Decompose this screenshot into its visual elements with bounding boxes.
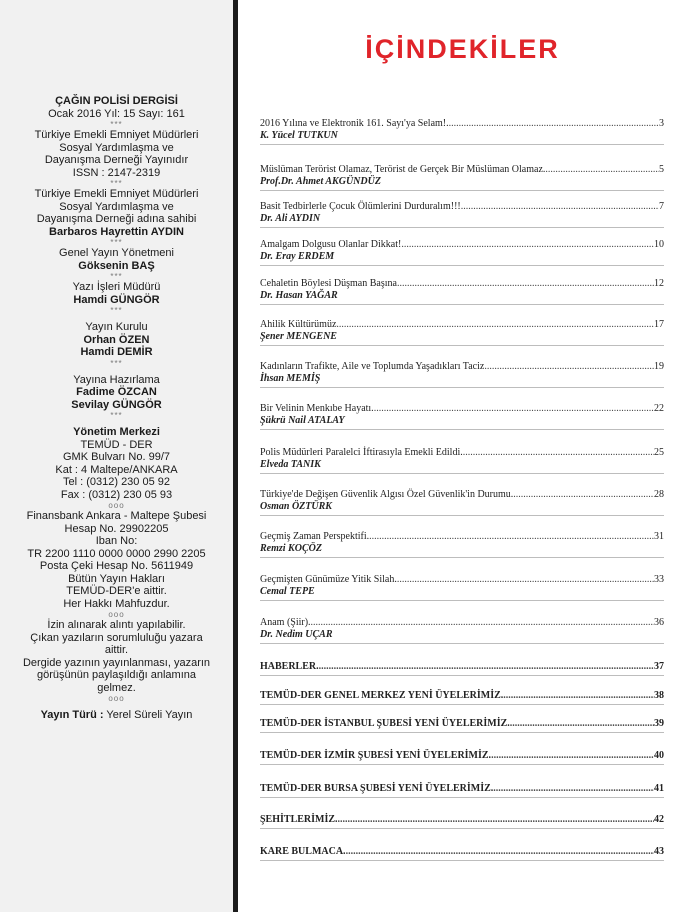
toc-entry-page: 3 bbox=[659, 118, 664, 129]
toc-entry-row bbox=[260, 783, 664, 794]
entry-rule bbox=[260, 387, 664, 388]
dot-leader bbox=[463, 447, 654, 458]
entry-rule bbox=[260, 345, 664, 346]
toc-entry-row bbox=[260, 118, 664, 129]
dot-leader bbox=[397, 574, 654, 585]
publisher-line: Sosyal Yardımlaşma ve bbox=[59, 141, 174, 154]
issue-info: Ocak 2016 Yıl: 15 Sayı: 161 bbox=[48, 107, 185, 120]
toc-entry-page: 10 bbox=[654, 239, 664, 250]
toc-entry-page: 37 bbox=[654, 661, 664, 672]
toc-entry-page: 39 bbox=[654, 718, 664, 729]
toc-entry[interactable] bbox=[260, 239, 664, 266]
dot-leader bbox=[545, 164, 659, 175]
toc-entry-title: Polis Müdürleri Paralelci İftirasıyla Emekli Edildi. bbox=[260, 447, 463, 458]
entry-rule bbox=[260, 828, 664, 829]
iban: TR 2200 1110 0000 0000 2990 2205 bbox=[27, 547, 206, 560]
separator: *** bbox=[110, 411, 123, 420]
dot-leader bbox=[493, 783, 654, 794]
toc-entry-row bbox=[260, 617, 664, 628]
toc-entry[interactable] bbox=[260, 489, 664, 516]
rights-line: Her Hakkı Mahfuzdur. bbox=[63, 597, 170, 610]
toc-entry-title: TEMÜD-DER GENEL MERKEZ YENİ ÜYELERİMİZ. bbox=[260, 690, 504, 701]
entry-rule bbox=[260, 557, 664, 558]
toc-entry-row bbox=[260, 201, 664, 212]
note-line: aittir. bbox=[104, 644, 129, 656]
toc-entry[interactable] bbox=[260, 846, 664, 861]
bank-line: Finansbank Ankara - Maltepe Şubesi bbox=[26, 510, 207, 522]
toc-entry-page: 17 bbox=[654, 319, 664, 330]
note-line: görüşünün paylaşıldığı anlamına bbox=[37, 669, 196, 681]
dot-leader bbox=[484, 361, 654, 372]
toc-entry[interactable] bbox=[260, 690, 664, 705]
board-member: Orhan ÖZEN bbox=[83, 333, 150, 346]
dot-leader bbox=[503, 690, 654, 701]
toc-entry-page: 28 bbox=[654, 489, 664, 500]
toc-entry-row bbox=[260, 718, 664, 729]
toc-entry-author: Dr. Ali AYDIN bbox=[260, 213, 321, 224]
dot-leader bbox=[311, 617, 654, 628]
toc-entry-title: ŞEHİTLERİMİZ. bbox=[260, 814, 338, 825]
owner-intro: Dayanışma Derneği adına sahibi bbox=[36, 213, 197, 225]
dot-leader bbox=[369, 531, 654, 542]
toc-entry-title: Müslüman Terörist Olamaz, Terörist de Gerçek Bir Müslüman Olamaz. bbox=[260, 164, 546, 175]
prep-name: Fadime ÖZCAN bbox=[76, 386, 157, 398]
dot-leader bbox=[374, 403, 654, 414]
dot-leader bbox=[346, 846, 654, 857]
publisher-line: Türkiye Emekli Emniyet Müdürleri bbox=[34, 129, 199, 141]
separator: *** bbox=[110, 272, 123, 281]
rights-line: Bütün Yayın Hakları bbox=[68, 572, 165, 585]
dot-leader bbox=[319, 661, 654, 672]
entry-rule bbox=[260, 190, 664, 191]
editor-label: Yazı İşleri Müdürü bbox=[72, 281, 161, 293]
rights-line: TEMÜD-DER'e aittir. bbox=[66, 585, 167, 597]
entry-rule bbox=[260, 797, 664, 798]
toc-entry[interactable] bbox=[260, 661, 664, 676]
separator: *** bbox=[110, 306, 123, 315]
publication-type bbox=[0, 709, 233, 722]
separator: *** bbox=[110, 120, 123, 129]
toc-entry-title: TEMÜD-DER İZMİR ŞUBESİ YENİ ÜYELERİMİZ. bbox=[260, 750, 492, 761]
toc-entry-page: 31 bbox=[654, 531, 664, 542]
separator: ooo bbox=[108, 610, 125, 619]
toc-entry-page: 36 bbox=[654, 617, 664, 628]
toc-entry-author: Remzi KOÇÖZ bbox=[260, 543, 322, 554]
toc-entry-title: Basit Tedbirlerle Çocuk Ölümlerini Durduralım!!! bbox=[260, 201, 461, 212]
toc-entry[interactable] bbox=[260, 574, 664, 601]
toc-entry-page: 40 bbox=[654, 750, 664, 761]
owner-intro: Türkiye Emekli Emniyet Müdürleri bbox=[34, 188, 199, 200]
toc-entry-row bbox=[260, 489, 664, 500]
toc-entry-title: Cehaletin Böylesi Düşman Başına bbox=[260, 278, 397, 289]
entry-rule bbox=[260, 265, 664, 266]
masthead-sidebar bbox=[0, 0, 233, 912]
toc-entry-row bbox=[260, 164, 664, 175]
toc-entry-title: Ahilik Kültürümüz bbox=[260, 319, 337, 330]
toc-entry-title: Amalgam Dolgusu Olanlar Dikkat! bbox=[260, 239, 402, 250]
entry-rule bbox=[260, 704, 664, 705]
toc-entry-title: Geçmişten Günümüze Yitik Silah. bbox=[260, 574, 397, 585]
toc-entry-author: Dr. Hasan YAĞAR bbox=[260, 290, 338, 301]
contents-page bbox=[238, 0, 687, 912]
toc-entry-page: 5 bbox=[659, 164, 664, 175]
toc-entry-page: 33 bbox=[654, 574, 664, 585]
separator: ooo bbox=[108, 501, 125, 510]
toc-entry-title: Geçmiş Zaman Perspektifi. bbox=[260, 531, 370, 542]
toc-entry-row bbox=[260, 361, 664, 372]
dot-leader bbox=[491, 750, 654, 761]
toc-entry-row bbox=[260, 814, 664, 825]
toc-entry-author: İhsan MEMİŞ bbox=[260, 373, 321, 384]
note-line: Çıkan yazıların sorumluluğu yazara bbox=[30, 631, 203, 644]
entry-rule bbox=[260, 144, 664, 145]
bank-line: Iban No: bbox=[95, 535, 138, 547]
toc-entry-page: 38 bbox=[654, 690, 664, 701]
toc-entry[interactable] bbox=[260, 164, 664, 191]
hq-line: Kat : 4 Maltepe/ANKARA bbox=[55, 463, 178, 476]
toc-entry-author: Prof.Dr. Ahmet AKGÜNDÜZ bbox=[260, 176, 381, 187]
toc-entry-title: Bir Velinin Menkıbe Hayatı. bbox=[260, 403, 374, 414]
toc-entry-row bbox=[260, 447, 664, 458]
toc-entry-title: HABERLER. bbox=[260, 661, 319, 672]
dot-leader bbox=[461, 201, 659, 212]
toc-entry-row bbox=[260, 239, 664, 250]
toc-entry-author: Şener MENGENE bbox=[260, 331, 337, 342]
toc-entry-page: 42 bbox=[654, 814, 664, 825]
dot-leader bbox=[513, 489, 654, 500]
note-line: Dergide yazının yayınlanması, yazarın bbox=[22, 656, 211, 669]
toc-entry-title: 2016 Yılına ve Elektronik 161. Sayı'ya Selam!. bbox=[260, 118, 449, 129]
dot-leader bbox=[338, 814, 654, 825]
entry-rule bbox=[260, 643, 664, 644]
board-label: Yayın Kurulu bbox=[85, 321, 148, 333]
toc-entry[interactable] bbox=[260, 319, 664, 346]
hq-label: Yönetim Merkezi bbox=[73, 426, 160, 438]
toc-entry-row bbox=[260, 531, 664, 542]
toc-entry-author: Dr. Eray ERDEM bbox=[260, 251, 335, 262]
toc-entry[interactable] bbox=[260, 750, 664, 765]
owner-intro: Sosyal Yardımlaşma ve bbox=[59, 200, 174, 213]
entry-rule bbox=[260, 304, 664, 305]
page-title: İÇİNDEKİLER bbox=[365, 34, 560, 64]
bank-line: Posta Çeki Hesap No. 5611949 bbox=[39, 560, 194, 572]
entry-rule bbox=[260, 515, 664, 516]
prep-name: Sevilay GÜNGÖR bbox=[71, 398, 162, 411]
gm-label: Genel Yayın Yönetmeni bbox=[59, 247, 174, 259]
toc-entry-author: Dr. Nedim UÇAR bbox=[260, 629, 333, 640]
toc-entry[interactable] bbox=[260, 617, 664, 644]
toc-entry[interactable] bbox=[260, 447, 664, 474]
entry-rule bbox=[260, 600, 664, 601]
magazine-name: ÇAĞIN POLİSİ DERGİSİ bbox=[55, 95, 178, 107]
toc-entry-title: Türkiye'de Değişen Güvenlik Algısı Özel Güvenlik'in Durumu. bbox=[260, 489, 514, 500]
toc-entry-page: 22 bbox=[654, 403, 664, 414]
toc-entry-row bbox=[260, 278, 664, 289]
issn: ISSN : 2147-2319 bbox=[72, 166, 161, 179]
gm-name: Göksenin BAŞ bbox=[78, 259, 155, 272]
toc-entry[interactable] bbox=[260, 118, 664, 145]
toc-entry[interactable] bbox=[260, 718, 664, 733]
toc-entry-author: K. Yücel TUTKUN bbox=[260, 130, 338, 141]
separator: *** bbox=[110, 179, 123, 188]
toc-entry-author: Cemal TEPE bbox=[260, 586, 315, 597]
dot-leader bbox=[336, 319, 654, 330]
note-line: İzin alınarak alıntı yapılabilir. bbox=[47, 619, 186, 631]
publication-type-value: Yerel Süreli Yayın bbox=[106, 709, 193, 721]
note-line: gelmez. bbox=[97, 681, 136, 694]
entry-rule bbox=[260, 675, 664, 676]
toc-entry-page: 41 bbox=[654, 783, 664, 794]
board-member: Hamdi DEMİR bbox=[80, 346, 153, 358]
entry-rule bbox=[260, 732, 664, 733]
toc-entry-author: Osman ÖZTÜRK bbox=[260, 501, 332, 512]
publisher-line: Dayanışma Derneği Yayınıdır bbox=[44, 154, 189, 166]
toc-entry-page: 25 bbox=[654, 447, 664, 458]
toc-entry-title: TEMÜD-DER İSTANBUL ŞUBESİ YENİ ÜYELERİMİZ. bbox=[260, 718, 510, 729]
toc-entry-title: Anam (Şiir). bbox=[260, 617, 311, 628]
toc-entry-page: 19 bbox=[654, 361, 664, 372]
dot-leader bbox=[510, 718, 654, 729]
toc-entry[interactable] bbox=[260, 403, 664, 430]
separator: ooo bbox=[108, 694, 125, 703]
toc-entry[interactable] bbox=[260, 361, 664, 388]
separator: *** bbox=[110, 238, 123, 247]
entry-rule bbox=[260, 429, 664, 430]
entry-rule bbox=[260, 227, 664, 228]
toc-entry-title: Kadınların Trafikte, Aile ve Toplumda Yaşadıkları Taciz bbox=[260, 361, 485, 372]
entry-rule bbox=[260, 764, 664, 765]
masthead bbox=[0, 95, 233, 722]
entry-rule bbox=[260, 473, 664, 474]
toc-entry[interactable] bbox=[260, 531, 664, 558]
toc-entry-title: KARE BULMACA. bbox=[260, 846, 346, 857]
bank-line: Hesap No. 29902205 bbox=[64, 522, 169, 535]
toc-entry-row bbox=[260, 750, 664, 761]
toc-entry-row bbox=[260, 661, 664, 672]
toc-entry-author: Şükrü Nail ATALAY bbox=[260, 415, 345, 426]
separator: *** bbox=[110, 358, 123, 368]
toc-entry-row bbox=[260, 690, 664, 701]
toc-entry-row bbox=[260, 574, 664, 585]
dot-leader bbox=[401, 239, 654, 250]
hq-line: GMK Bulvarı No. 99/7 bbox=[63, 451, 170, 463]
toc-entry-row bbox=[260, 319, 664, 330]
toc-entry-title: TEMÜD-DER BURSA ŞUBESİ YENİ ÜYELERİMİZ. bbox=[260, 783, 494, 794]
toc-entry-row bbox=[260, 403, 664, 414]
dot-leader bbox=[397, 278, 654, 289]
entry-rule bbox=[260, 860, 664, 861]
toc-entry[interactable] bbox=[260, 278, 664, 305]
hq-line: TEMÜD - DER bbox=[80, 438, 153, 451]
toc-entry[interactable] bbox=[260, 814, 664, 829]
toc-entry-page: 43 bbox=[654, 846, 664, 857]
hq-fax: Fax : (0312) 230 05 93 bbox=[60, 488, 173, 501]
owner-name: Barbaros Hayrettin AYDIN bbox=[49, 225, 184, 238]
editor-name: Hamdi GÜNGÖR bbox=[73, 293, 160, 306]
toc-entry-page: 7 bbox=[659, 201, 664, 212]
toc-entry[interactable] bbox=[260, 201, 664, 228]
hq-phone: Tel : (0312) 230 05 92 bbox=[62, 476, 171, 488]
toc-entry-page: 12 bbox=[654, 278, 664, 289]
dot-leader bbox=[449, 118, 659, 129]
publication-type-label: Yayın Türü : bbox=[40, 709, 104, 721]
prep-label: Yayına Hazırlama bbox=[73, 373, 160, 386]
toc-entry-author: Elveda TANIK bbox=[260, 459, 321, 470]
toc-entry[interactable] bbox=[260, 783, 664, 798]
toc-entry-row bbox=[260, 846, 664, 857]
